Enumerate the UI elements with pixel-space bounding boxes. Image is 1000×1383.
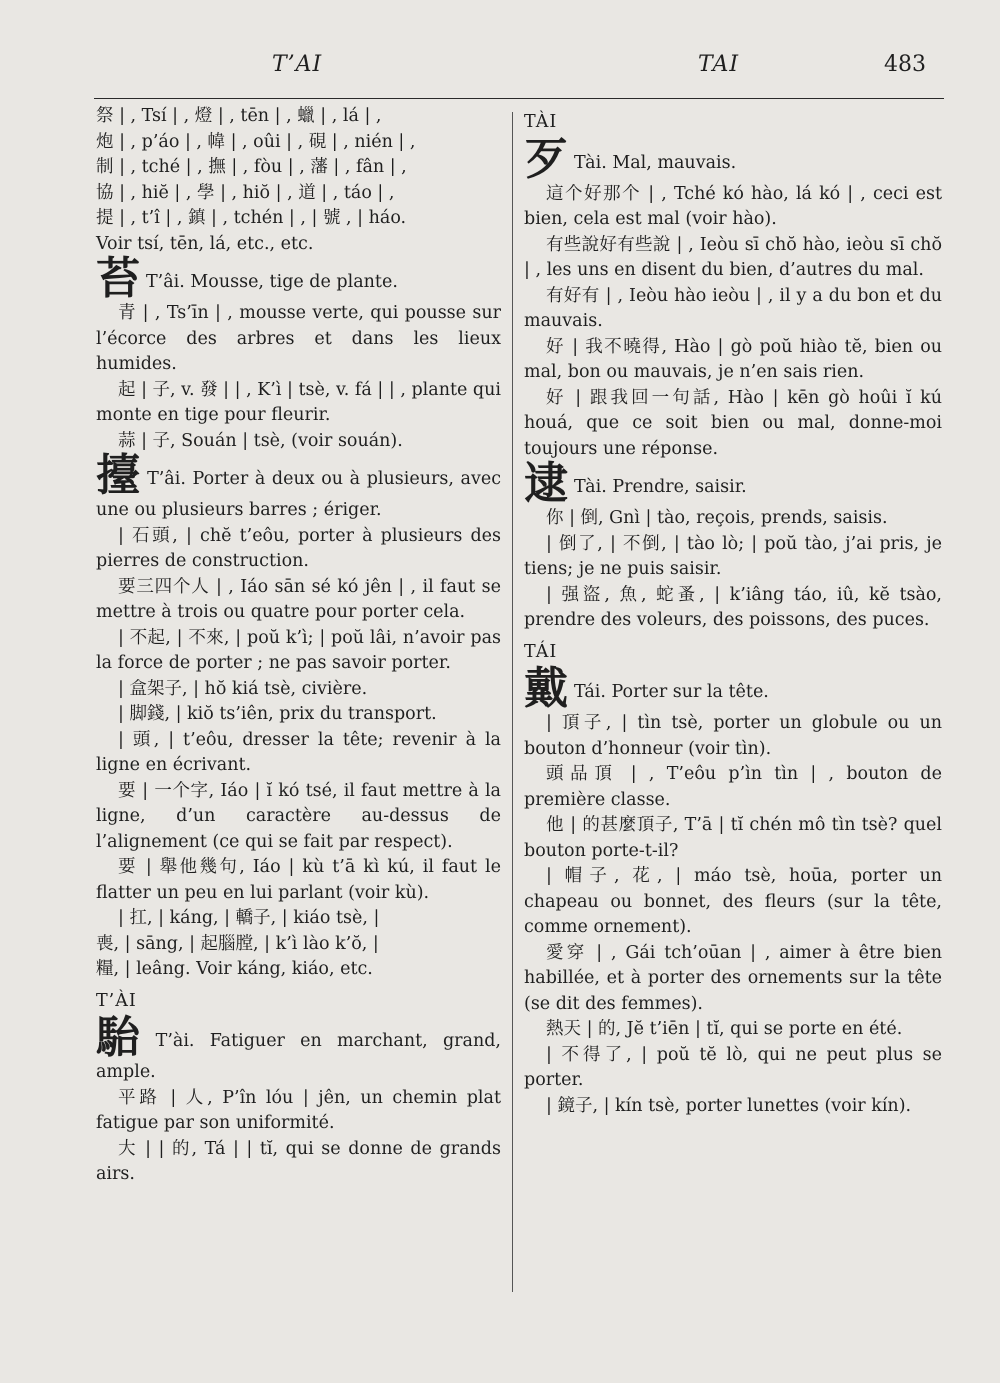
entry-definition: Tài. Mal, mauvais. bbox=[574, 152, 737, 173]
header-rule bbox=[94, 98, 944, 99]
entry-head-line bbox=[96, 253, 501, 304]
dictionary-line: Voir tsí, tēn, lá, etc., etc. bbox=[96, 233, 314, 254]
section-heading: T’ÀI bbox=[96, 990, 137, 1011]
dictionary-line: | 盒架子, | hŏ kiá tsè, civière. bbox=[118, 678, 368, 699]
dictionary-line: 制 | , tché | , 撫 | , fòu | , 藩 | , fân | , bbox=[96, 157, 407, 177]
dictionary-line: 這个好那个 | , Tché kó hào, lá kó | , ceci est bien, cela est mal (voir hào). bbox=[524, 183, 942, 229]
dictionary-line: 炮 | , p’áo | , 幃 | , oûi | , 硯 | , nién | , bbox=[96, 131, 416, 152]
section-heading: TÀI bbox=[524, 112, 558, 132]
dictionary-line: 大 | | 的, Tá | | tĭ, qui se donne de grands airs. bbox=[96, 1138, 501, 1184]
dictionary-line: 要三四个人 | , Iáo sān sé kó jên | , il faut se mettre à trois ou quatre pour porter cela. bbox=[96, 576, 501, 622]
dictionary-line: 要 | 舉他幾句, Iáo | kù t’ā kì kú, il faut le flatter un peu en lui parlant (voir kù). bbox=[96, 857, 501, 903]
dictionary-line: | 帽子, 花, | máo tsè, hoūa, porter un chapeau ou bonnet, des fleurs (sur la tête, comme ornement). bbox=[524, 866, 942, 937]
dictionary-line: 有好有 | , Ieòu hào ieòu | , il y a du bon et du mauvais. bbox=[524, 285, 942, 331]
dictionary-line: | 扛, | káng, | 轎子, | kiáo tsè, | bbox=[118, 908, 380, 928]
dictionary-line: | 不得了, | poŭ tĕ lò, qui ne peut plus se porter. bbox=[524, 1044, 942, 1090]
headword-character: 逮 bbox=[524, 458, 568, 509]
left-column bbox=[96, 104, 501, 1188]
dictionary-line: | 鏡子, | kín tsè, porter lunettes (voir kín). bbox=[546, 1095, 912, 1116]
column-divider bbox=[512, 112, 513, 1292]
right-column bbox=[524, 104, 942, 1119]
section-heading: TÁI bbox=[524, 641, 558, 662]
page-number: 483 bbox=[884, 52, 926, 77]
dictionary-line: 愛穿 | , Gái tch’oūan | , aimer à être bien habillée, et à porter des ornements sur la tête (se dit des femmes). bbox=[524, 942, 942, 1014]
dictionary-line: | 倒了, | 不倒, | tào lò; | poŭ tào, j’ai pris, je tiens; je ne puis saisir. bbox=[524, 533, 942, 579]
dictionary-line: | 脚錢, | kiŏ ts’iên, prix du transport. bbox=[118, 704, 437, 724]
dictionary-line: 好 | 跟我回一句話, Hào | kēn gò hoûi ĭ kú houá, que ce soit bien ou mal, donne-moi toujours une réponse. bbox=[524, 387, 942, 459]
headword-character: 歹 bbox=[524, 133, 568, 185]
entry-definition: T’âi. Porter à deux ou à plusieurs, avec une ou plusieurs barres ; ériger. bbox=[96, 469, 501, 520]
dictionary-line: 青 | , Ts’īn | , mousse verte, qui pousse sur l’écorce des arbres et dans les lieux humides. bbox=[96, 303, 501, 374]
dictionary-line: | 頂子, | tìn tsè, porter un globule ou un bouton d’honneur (voir tìn). bbox=[524, 713, 942, 759]
dictionary-line: | 頭, | t’eôu, dresser la tête; revenir à la ligne en écrivant. bbox=[96, 729, 501, 775]
dictionary-line: 喪, | sāng, | 起腦膛, | k’ì lào k’ŏ, | bbox=[96, 933, 379, 954]
headword-character: 苔 bbox=[96, 253, 140, 304]
dictionary-line: 糧, | leâng. Voir káng, kiáo, etc. bbox=[96, 959, 373, 979]
dictionary-line: | 不起, | 不來, | poŭ k’ì; | poŭ lâi, n’avoir pas la force de porter ; ne pas savoir porter. bbox=[96, 627, 501, 673]
dictionary-line: 提 | , t’î | , 鎮 | , tchén | , | 號 , | háo. bbox=[96, 208, 407, 228]
dictionary-line: 平路 | 人, P’în lóu | jên, un chemin plat fatigue par son uniformité. bbox=[96, 1087, 501, 1133]
dictionary-line: | 强盜, 魚, 蛇蚤, | k’iâng táo, iû, kĕ tsào, prendre des voleurs, des poissons, des puces. bbox=[524, 584, 942, 630]
entry-head-line bbox=[524, 663, 942, 714]
entry-definition: Tài. Prendre, saisir. bbox=[574, 477, 747, 497]
running-head-left: T’AI bbox=[272, 52, 323, 77]
entry-head-line bbox=[96, 450, 501, 524]
entry-head-line bbox=[96, 1012, 501, 1086]
headword-character: 駘 bbox=[96, 1012, 150, 1063]
entry-head-line bbox=[524, 133, 942, 185]
dictionary-line: 好 | 我不曉得, Hào | gò poŭ hiào tĕ, bien ou mal, bon ou mauvais, je n’en sais rien. bbox=[524, 336, 942, 382]
dictionary-line: 他 | 的甚麼頂子, T’ā | tĭ chén mô tìn tsè? quel bouton porte-t-il? bbox=[524, 815, 942, 861]
dictionary-line: 祭 | , Tsí | , 燈 | , tēn | , 蠟 | , lá | , bbox=[96, 106, 382, 126]
dictionary-line: 有些說好有些說 | , Ieòu sī chŏ hào, ieòu sī chŏ | , les uns en disent du bien, d’autres du mal. bbox=[524, 234, 942, 280]
entry-definition: T’âi. Mousse, tige de plante. bbox=[146, 272, 398, 292]
dictionary-line: 你 | 倒, Gnì | tào, reçois, prends, saisis. bbox=[546, 508, 888, 528]
dictionary-line: 協 | , hiĕ | , 學 | , hiŏ | , 道 | , táo | , bbox=[96, 182, 395, 203]
dictionary-line: 熱天 | 的, Jĕ t’iēn | tĭ, qui se porte en été. bbox=[546, 1019, 903, 1039]
dictionary-line: | 石頭, | chĕ t’eôu, porter à plusieurs des pierres de construction. bbox=[96, 525, 501, 571]
entry-definition: T’ài. Fatiguer en marchant, grand, ample. bbox=[96, 1031, 501, 1082]
headword-character: 擡 bbox=[96, 450, 142, 501]
dictionary-line: 要 | 一个字, Iáo | ĭ kó tsé, il faut mettre à la ligne, d’un caractère au-dessus de l’alignement (ce qui se fait par respect). bbox=[96, 780, 501, 852]
dictionary-line: 蒜 | 子, Souán | tsè, (voir souán). bbox=[118, 430, 403, 451]
dictionary-line: 頭品頂 | , T’eôu p’ìn tìn | , bouton de première classe. bbox=[524, 764, 942, 810]
headword-character: 戴 bbox=[524, 663, 568, 714]
entry-head-line bbox=[524, 458, 942, 509]
running-head-right: TAI bbox=[698, 52, 740, 77]
dictionary-line: 起 | 子, v. 發 | | , K’ì | tsè, v. fá | | , plante qui monte en tige pour fleurir. bbox=[96, 379, 501, 425]
entry-definition: Tái. Porter sur la tête. bbox=[574, 682, 769, 702]
